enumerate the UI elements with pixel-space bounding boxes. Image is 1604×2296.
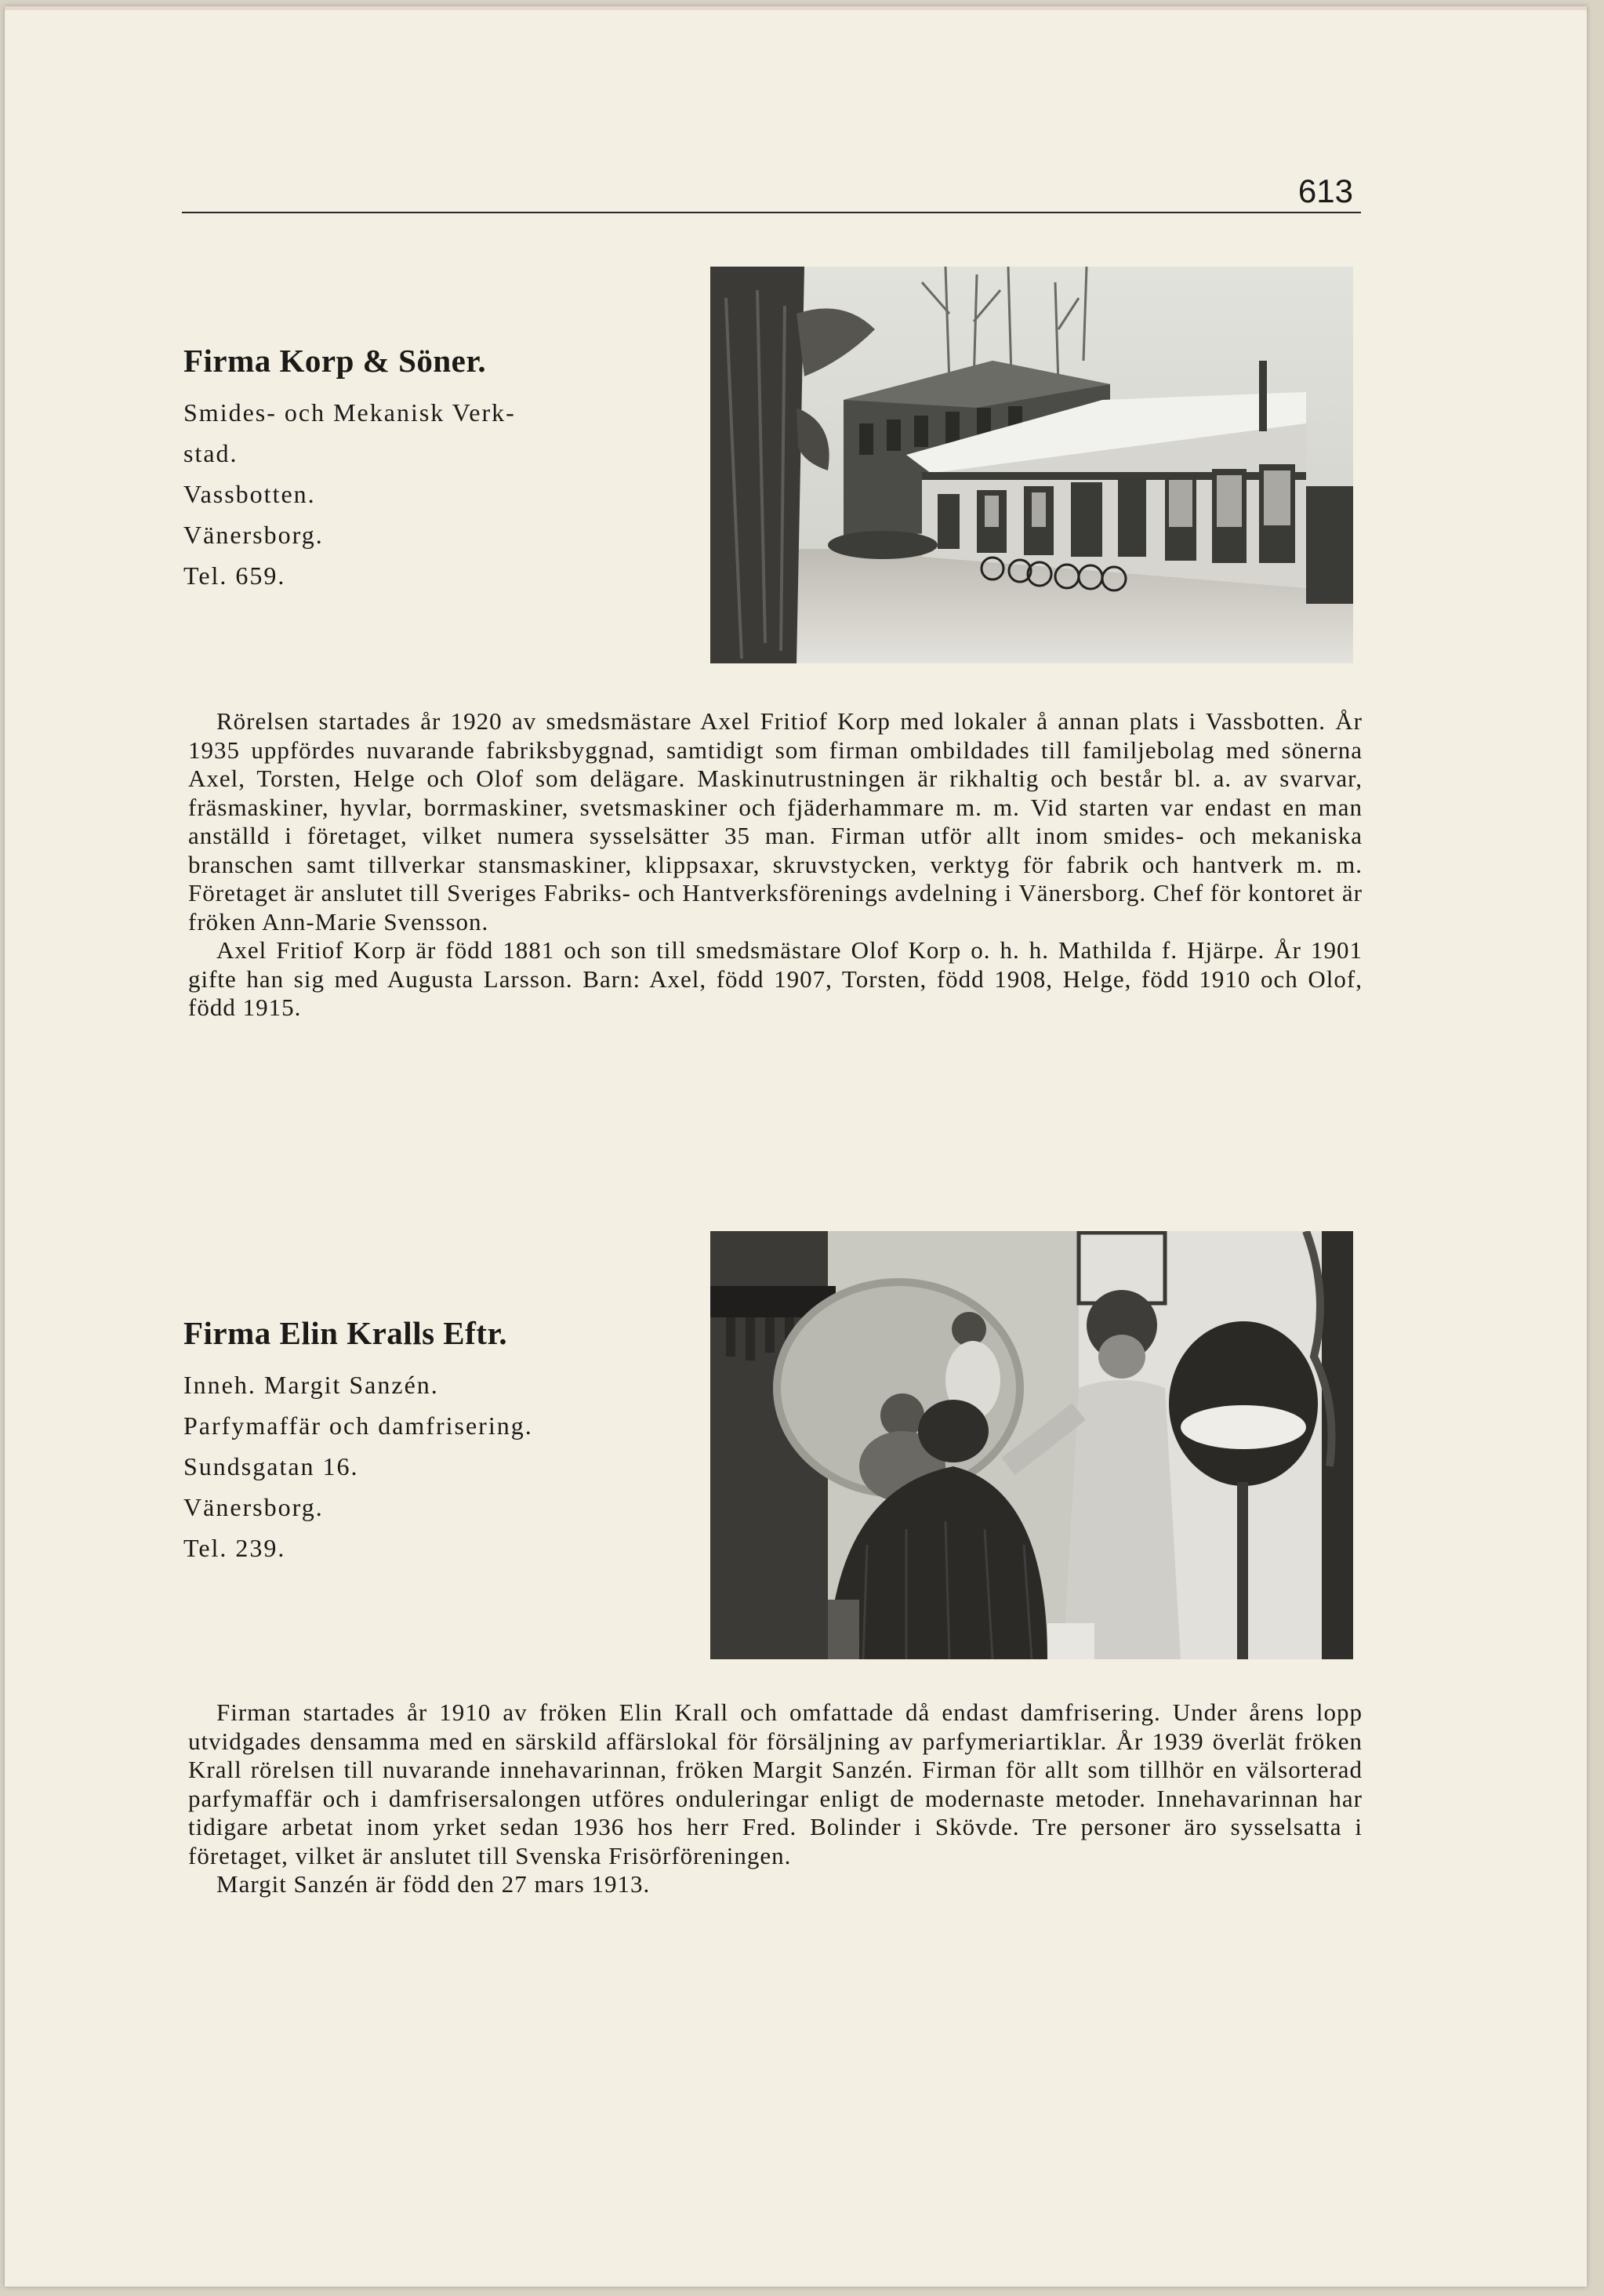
hair-salon-interior-photo xyxy=(710,1231,1353,1659)
body-paragraph: Axel Fritiof Korp är född 1881 och son till smedsmästare Olof Korp o. h. h. Mathilda f. Hjärpe. År 1901 gifte han sig med Augusta Larsson. Barn: Axel, född 1907, Torsten, född 1908, Helge, född 1910 och Olof, född 1915. xyxy=(188,936,1363,1021)
body-paragraph: Margit Sanzén är född den 27 mars 1913. xyxy=(216,1870,651,1898)
firm-detail-line: Vassbotten. xyxy=(183,480,316,508)
firm-detail-line: Tel. 239. xyxy=(183,1534,286,1562)
firm-detail-line: Tel. 659. xyxy=(183,561,286,590)
page-number: 613 xyxy=(1297,173,1353,209)
page-edge xyxy=(5,6,1587,10)
firm-detail-line: stad. xyxy=(183,439,238,467)
firm-detail-line: Vänersborg. xyxy=(183,1493,324,1521)
firm-detail-line: Sundsgatan 16. xyxy=(183,1452,359,1480)
firm-detail-line: Vänersborg. xyxy=(183,521,324,549)
firm-detail-line: Smides- och Mekanisk Verk- xyxy=(183,398,516,427)
workshop-building-photo xyxy=(710,267,1353,663)
entry-body-krall xyxy=(188,1698,1363,1899)
entry-body-korp xyxy=(188,707,1363,1023)
body-paragraph: Firman startades år 1910 av fröken Elin Krall och omfattade då endast damfrisering. Under årens lopp utvidgades densamma med en särskild affärslokal för försäljning av parfymeriartiklar. År 1939 överlät fröken Krall rörelsen till nuvarande innehavarinnan, fröken Margit Sanzén. Firman för allt som tillhör en välsorterad parfymaffär och i damfrisersalongen utföres onduleringar enligt de modernaste metoder. Innehavarinnan har tidigare arbetat inom yrket sedan 1936 hos herr Fred. Bolinder i Skövde. Tre personer äro sysselsatta i företaget, vilket är anslutet till Svenska Frisörföreningen. xyxy=(188,1698,1363,1869)
firm-detail-line: Parfymaffär och damfrisering. xyxy=(183,1411,533,1440)
firm-name: Firma Elin Kralls Eftr. xyxy=(183,1315,508,1351)
header-rule xyxy=(182,212,1361,213)
entry-header-korp xyxy=(183,342,622,596)
document-page xyxy=(5,6,1587,2287)
entry-header-krall xyxy=(183,1314,670,1568)
body-paragraph: Rörelsen startades år 1920 av smedsmästare Axel Fritiof Korp med lokaler å annan plats i Vassbotten. År 1935 uppfördes nuvarande fabriksbyggnad, samtidigt som firman ombildades till familjebolag med sönerna Axel, Torsten, Helge och Olof som delägare. Maskinutrustningen är rikhaltig och består bl. a. av svarvar, fräsmaskiner, hyvlar, borrmaskiner, svetsmaskiner och fjäderhammare m. m. Vid starten var endast en man anställd i företaget, vilket numera sysselsätter 35 man. Firman utför allt inom smides- och mekaniska branschen samt tillverkar stansmaskiner, klippsaxar, skruvstycken, verktyg för fabrik och hantverk m. m. Företaget är anslutet till Sveriges Fabriks- och Hantverksförenings avdelning i Vänersborg. Chef för kontoret är fröken Ann-Marie Svensson. xyxy=(188,707,1363,935)
firm-detail-line: Inneh. Margit Sanzén. xyxy=(183,1371,439,1399)
firm-name: Firma Korp & Söner. xyxy=(183,343,487,379)
